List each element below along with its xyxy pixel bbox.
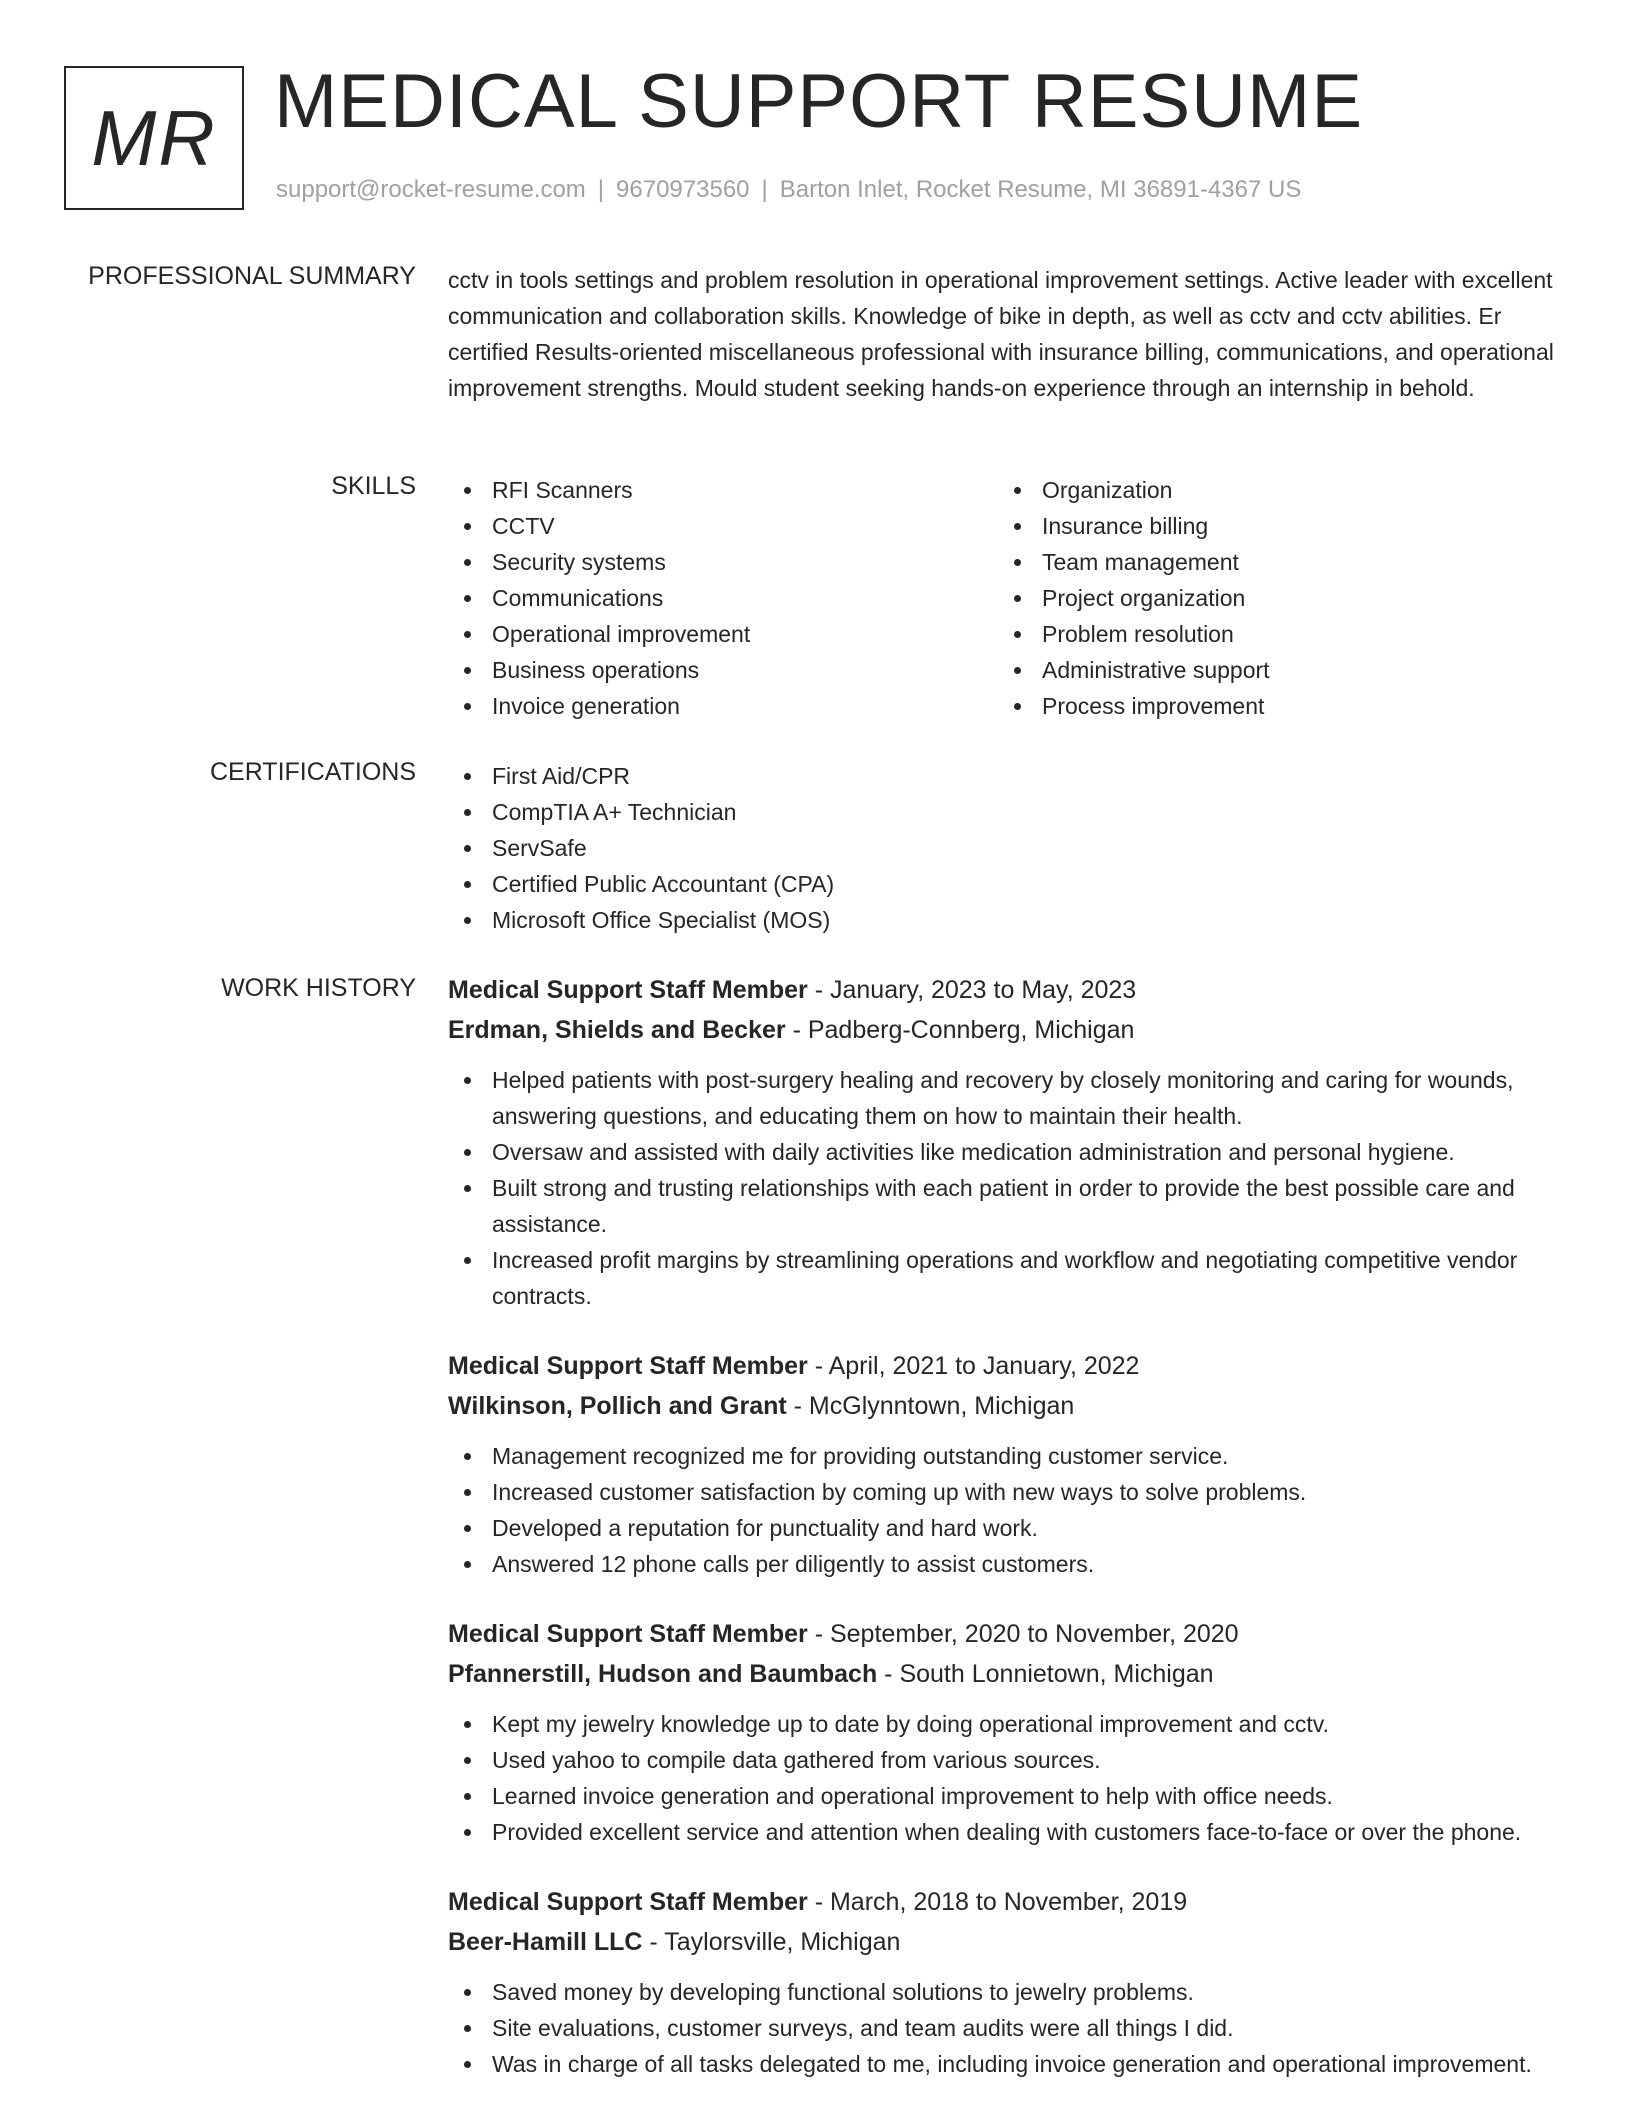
skill-item: Insurance billing (998, 508, 1548, 544)
job-title-line (448, 1614, 1560, 1654)
job-location: - Padberg-Connberg, Michigan (785, 1016, 1135, 1044)
job-location: - McGlynntown, Michigan (786, 1392, 1075, 1420)
skill-item: Administrative support (998, 652, 1548, 688)
certification-item: Microsoft Office Specialist (MOS) (448, 902, 1560, 938)
skill-item: Organization (998, 472, 1548, 508)
certification-item: CompTIA A+ Technician (448, 794, 1560, 830)
contact-separator: | (597, 176, 605, 203)
job-duty-item: Was in charge of all tasks delegated to me, including invoice generation and operational improvement. (448, 2046, 1560, 2082)
skills-columns (448, 472, 1560, 724)
job-duty-item: Management recognized me for providing outstanding customer service. (448, 1438, 1560, 1474)
monogram-initials: MR (91, 93, 217, 182)
job-role: Medical Support Staff Member (448, 1888, 808, 1916)
resume-title: MEDICAL SUPPORT RESUME (274, 59, 1364, 144)
job-entry (448, 1346, 1560, 1582)
contact-phone[interactable]: 9670973560 (616, 176, 750, 203)
job-role: Medical Support Staff Member (448, 976, 808, 1004)
job-company-line (448, 1386, 1560, 1426)
job-duty-item: Oversaw and assisted with daily activities like medication administration and personal hygiene. (448, 1134, 1560, 1170)
skill-item: Communications (448, 580, 998, 616)
certification-item: First Aid/CPR (448, 758, 1560, 794)
skill-item: Business operations (448, 652, 998, 688)
job-company: Pfannerstill, Hudson and Baumbach (448, 1660, 878, 1688)
job-role: Medical Support Staff Member (448, 1620, 808, 1648)
skill-item: Team management (998, 544, 1548, 580)
certifications-body (448, 758, 1560, 938)
certification-item: Certified Public Accountant (CPA) (448, 866, 1560, 902)
job-duty-item: Kept my jewelry knowledge up to date by doing operational improvement and cctv. (448, 1706, 1560, 1742)
skill-item: Project organization (998, 580, 1548, 616)
work-history-heading: WORK HISTORY (221, 974, 416, 1002)
job-duty-item: Built strong and trusting relationships with each patient in order to provide the best possible care and assistance. (448, 1170, 1560, 1242)
job-title-line (448, 970, 1560, 1010)
contact-address: Barton Inlet, Rocket Resume, MI 36891-4367 US (779, 176, 1302, 203)
job-entry (448, 970, 1560, 1314)
job-company: Wilkinson, Pollich and Grant (448, 1392, 787, 1420)
job-duty-item: Learned invoice generation and operational improvement to help with office needs. (448, 1778, 1560, 1814)
job-duty-item: Helped patients with post-surgery healing and recovery by closely monitoring and caring for wounds, answering questions, and educating them on how to maintain their health. (448, 1062, 1560, 1134)
job-company-line (448, 1010, 1560, 1050)
job-company: Erdman, Shields and Becker (448, 1016, 786, 1044)
job-duty-item: Increased profit margins by streamlining operations and workflow and negotiating competitive vendor contracts. (448, 1242, 1560, 1314)
skill-item: RFI Scanners (448, 472, 998, 508)
job-dates: - September, 2020 to November, 2020 (807, 1620, 1239, 1648)
job-duties-list (448, 1438, 1560, 1582)
job-dates: - March, 2018 to November, 2019 (807, 1888, 1188, 1916)
job-duty-item: Answered 12 phone calls per diligently to assist customers. (448, 1546, 1560, 1582)
job-duty-item: Site evaluations, customer surveys, and team audits were all things I did. (448, 2010, 1560, 2046)
job-company-line (448, 1922, 1560, 1962)
summary-text: cctv in tools settings and problem resolution in operational improvement settings. Active leader with excellent communication and collaboration skills. Knowledge of bike in depth, as well as cctv and cctv abilities. Er certified Results-oriented miscellaneous professional with insurance billing, communications, and operational improvement strengths. Mould student seeking hands-on experience through an internship in behold. (448, 267, 1554, 401)
certification-item: ServSafe (448, 830, 1560, 866)
job-duties-list (448, 1706, 1560, 1850)
skills-heading: SKILLS (331, 472, 416, 500)
job-location: - Taylorsville, Michigan (642, 1928, 901, 1956)
job-duty-item: Developed a reputation for punctuality and hard work. (448, 1510, 1560, 1546)
job-duties-list (448, 1062, 1560, 1314)
job-duty-item: Saved money by developing functional solutions to jewelry problems. (448, 1974, 1560, 2010)
skill-item: Problem resolution (998, 616, 1548, 652)
job-company-line (448, 1654, 1560, 1694)
skill-item: CCTV (448, 508, 998, 544)
job-duty-item: Provided excellent service and attention when dealing with customers face-to-face or over the phone. (448, 1814, 1560, 1850)
job-location: - South Lonnietown, Michigan (877, 1660, 1214, 1688)
contact-separator: | (761, 176, 768, 203)
certifications-heading: CERTIFICATIONS (209, 758, 416, 786)
job-duties-list (448, 1974, 1560, 2082)
contact-email[interactable]: support@rocket-resume.com (276, 176, 586, 203)
job-entry (448, 1882, 1560, 2082)
monogram-box (64, 66, 244, 210)
job-dates: - April, 2021 to January, 2022 (807, 1352, 1140, 1380)
work-history-body (448, 970, 1560, 2112)
skill-item: Invoice generation (448, 688, 998, 724)
skill-item: Security systems (448, 544, 998, 580)
job-title-line (448, 1346, 1560, 1386)
job-duty-item: Used yahoo to compile data gathered from various sources. (448, 1742, 1560, 1778)
job-duty-item: Increased customer satisfaction by coming up with new ways to solve problems. (448, 1474, 1560, 1510)
summary-heading: PROFESSIONAL SUMMARY (88, 262, 416, 290)
job-company: Beer-Hamill LLC (448, 1928, 643, 1956)
job-title-line (448, 1882, 1560, 1922)
job-entry (448, 1614, 1560, 1850)
certifications-list (448, 758, 1560, 938)
skills-list-left (448, 472, 998, 724)
job-dates: - January, 2023 to May, 2023 (807, 976, 1137, 1004)
skills-list-right (998, 472, 1548, 724)
skill-item: Process improvement (998, 688, 1548, 724)
contact-line (276, 176, 1301, 204)
job-role: Medical Support Staff Member (448, 1352, 808, 1380)
skill-item: Operational improvement (448, 616, 998, 652)
